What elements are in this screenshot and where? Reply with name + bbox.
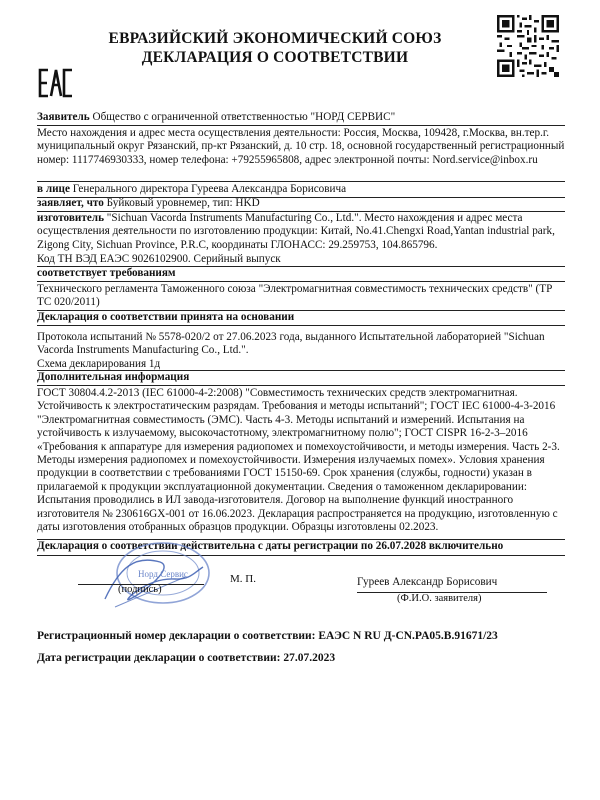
registration-number: ЕАЭС N RU Д-CN.PA05.B.91671/23 bbox=[318, 630, 498, 642]
conforms-label: соответствует требованиям bbox=[37, 267, 176, 279]
eac-logo-icon bbox=[38, 68, 74, 98]
stamp-text: Норд Сервис bbox=[138, 569, 188, 579]
declares-line bbox=[37, 197, 565, 210]
representative-text: Генерального директора Гуреева Александра Борисовича bbox=[72, 183, 347, 195]
declaration-title: ДЕКЛАРАЦИЯ О СООТВЕТСТВИИ bbox=[141, 49, 409, 66]
basis-label: Декларация о соответствии принята на основании bbox=[37, 311, 295, 323]
union-title: ЕВРАЗИЙСКИЙ ЭКОНОМИЧЕСКИЙ СОЮЗ bbox=[108, 30, 442, 47]
basis-text: Протокола испытаний № 5578-020/2 от 27.06.2023 года, выданного Испытательной лабораторией "Sichuan Vacorda Instruments Manufacturing Co., Ltd.". bbox=[37, 331, 545, 357]
product-name: Буйковый уровнемер, тип: HKD bbox=[106, 197, 260, 209]
hs-code: Код ТН ВЭД ЕАЭС 9026102900. Серийный выпуск bbox=[37, 253, 281, 265]
applicant-label: Заявитель bbox=[37, 111, 90, 123]
signer-name: Гуреев Александр Борисович bbox=[357, 576, 498, 588]
manufacturer-label: изготовитель bbox=[37, 212, 104, 224]
registration-date-line: Дата регистрации декларации о соответствии: 27.07.2023 bbox=[37, 652, 336, 664]
manufacturer-text: "Sichuan Vacorda Instruments Manufacturing Co., Ltd.". Место нахождения и адрес места осуществления деятельности по изготовлению продукции: Китай, No.41.Chengxi Road,Yantan industrial park, Zigong City, Sichuan Province, P.R.C, координаты ГЛОНАСС: 29.259753, 104.865796. bbox=[37, 212, 555, 251]
signature-label: (подпись) bbox=[118, 584, 162, 595]
applicant-line bbox=[37, 111, 565, 124]
representative-label: в лице bbox=[37, 183, 70, 195]
applicant-details: Место нахождения и адрес места осуществления деятельности: Россия, Москва, 109428, г.Москва, вн.тер.г. муниципальный округ Рязанский, пр-кт Рязанский, д. 10 стр. 18, основной государственный регистрационный номер: 1117746930333, номер телефона: +79255965808, адрес электронной почты: Nord.service@inbox.ru bbox=[37, 127, 565, 166]
declares-label: заявляет, что bbox=[37, 197, 104, 209]
qr-code-icon bbox=[497, 15, 559, 77]
registration-date: 27.07.2023 bbox=[283, 652, 336, 664]
divider bbox=[37, 385, 565, 386]
manufacturer-block bbox=[37, 212, 565, 252]
applicant-name: Общество с ограниченной ответственностью "НОРД СЕРВИС" bbox=[92, 111, 396, 123]
registration-number-line: Регистрационный номер декларации о соответствии: ЕАЭС N RU Д-CN.PA05.B.91671/23 bbox=[37, 630, 498, 642]
conforms-text: Технического регламента Таможенного союза "Электромагнитная совместимость технических средств" (ТР ТС 020/2011) bbox=[37, 283, 553, 309]
company-stamp-icon bbox=[75, 537, 225, 617]
signer-label: (Ф.И.О. заявителя) bbox=[397, 593, 482, 604]
divider bbox=[37, 281, 565, 282]
divider bbox=[37, 125, 565, 126]
representative-line bbox=[37, 183, 565, 196]
additional-text: ГОСТ 30804.4.2-2013 (IEC 61000-4-2:2008) "Совместимость технических средств электромагнитная. Устойчивость к электростатическим разрядам. Требования и методы испытаний"; ГОСТ IEC 61000-4-3-2016 "Электромагнитная совместимость (ЭМС). Часть 4-3. Методы испытаний и измерений. Испытания на устойчивость к излучаемому, высокочастотному, электромагнитному полю"; ГОСТ CISPR 16-2-3–2016 «Требования к аппаратуре для измерения радиопомех и помехоустойчивости, и методы измерения. Часть 2-3. Методы измерения радиопомех и помехоустойчивости. Измерения излучаемых помех». Условия хранения продукции в соответствии с требованиями ГОСТ 15150-69. Срок хранения (службы, годности) указан в прилагаемой к продукции эксплуатационной документации. Сведения о таможенном декларировании: Испытания проводились в ИЛ завода-изготовителя. Договор на выполнение функций иностранного изготовителя № 230616GX-001 от 16.06.2023. Декларация распространяется на продукцию, изготовленную с даты изготовления отобранных образцов продукции. Образцы изготовлены 02.2023. bbox=[37, 387, 560, 534]
divider bbox=[37, 325, 565, 326]
additional-label: Дополнительная информация bbox=[37, 371, 190, 383]
divider bbox=[37, 181, 565, 182]
mp-label: М. П. bbox=[230, 573, 256, 585]
validity-line: Декларация о соответствии действительна с даты регистрации по 26.07.2028 включительно bbox=[37, 540, 504, 552]
scheme-text: Схема декларирования 1д bbox=[37, 358, 161, 370]
